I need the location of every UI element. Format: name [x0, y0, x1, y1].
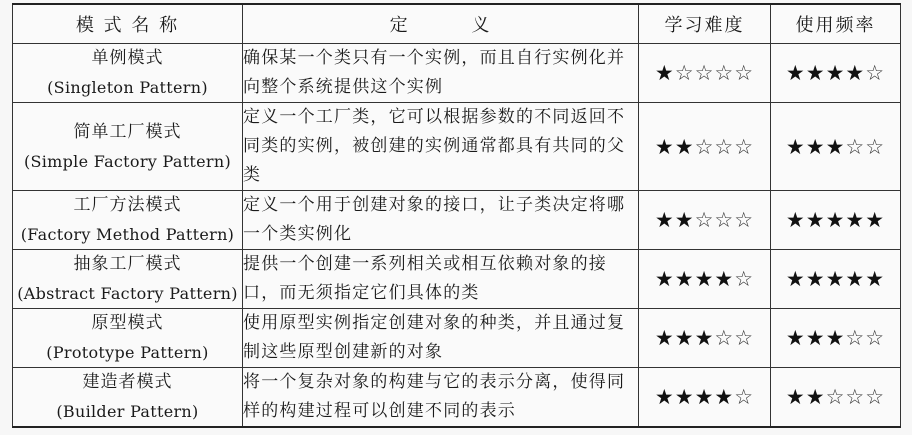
filled-star-icon: ★	[785, 61, 806, 85]
filled-star-icon: ★	[805, 267, 826, 291]
filled-star-icon: ★	[714, 267, 735, 291]
filled-star-icon: ★	[785, 267, 806, 291]
empty-star-icon: ☆	[714, 61, 735, 85]
table-row	[13, 44, 901, 103]
pattern-name-en: (Simple Factory Pattern)	[23, 151, 232, 171]
filled-star-icon: ★	[845, 61, 866, 85]
filled-star-icon: ★	[865, 208, 886, 232]
filled-star-icon: ★	[805, 385, 826, 409]
empty-star-icon: ☆	[845, 326, 866, 350]
empty-star-icon: ☆	[845, 134, 866, 159]
table-row	[13, 368, 901, 428]
difficulty-rating	[639, 309, 771, 368]
header-pattern-name: 模 式 名 称	[13, 4, 243, 44]
table-header-row	[13, 4, 901, 44]
table-row	[13, 103, 901, 191]
header-difficulty: 学习难度	[639, 4, 771, 44]
filled-star-icon: ★	[674, 385, 695, 409]
empty-star-icon: ☆	[734, 267, 755, 291]
empty-star-icon: ☆	[734, 134, 755, 159]
filled-star-icon: ★	[654, 385, 675, 409]
filled-star-icon: ★	[654, 208, 675, 232]
empty-star-icon: ☆	[714, 134, 735, 159]
empty-star-icon: ☆	[865, 385, 886, 409]
filled-star-icon: ★	[674, 326, 695, 350]
pattern-name-cn: 抽象工厂模式	[73, 254, 182, 274]
pattern-definition: 定义一个工厂类，它可以根据参数的不同返回不同类的实例，被创建的实例通常都具有共同的父类	[243, 103, 639, 191]
filled-star-icon: ★	[825, 267, 846, 291]
pattern-definition: 提供一个创建一系列相关或相互依赖对象的接口，而无须指定它们具体的类	[243, 250, 639, 309]
table-row	[13, 309, 901, 368]
pattern-definition: 使用原型实例指定创建对象的种类，并且通过复制这些原型创建新的对象	[243, 309, 639, 368]
difficulty-rating	[639, 44, 771, 103]
empty-star-icon: ☆	[865, 326, 886, 350]
filled-star-icon: ★	[805, 326, 826, 350]
filled-star-icon: ★	[785, 208, 806, 232]
empty-star-icon: ☆	[674, 61, 695, 85]
filled-star-icon: ★	[825, 208, 846, 232]
empty-star-icon: ☆	[714, 208, 735, 232]
empty-star-icon: ☆	[694, 61, 715, 85]
empty-star-icon: ☆	[734, 61, 755, 85]
filled-star-icon: ★	[694, 385, 715, 409]
empty-star-icon: ☆	[714, 326, 735, 350]
filled-star-icon: ★	[654, 267, 675, 291]
empty-star-icon: ☆	[865, 61, 886, 85]
design-patterns-table	[12, 3, 901, 428]
pattern-definition: 将一个复杂对象的构建与它的表示分离，使得同样的构建过程可以创建不同的表示	[243, 368, 639, 428]
filled-star-icon: ★	[825, 326, 846, 350]
filled-star-icon: ★	[805, 208, 826, 232]
pattern-name-en: (Factory Method Pattern)	[20, 225, 235, 244]
table-row	[13, 191, 901, 250]
pattern-name-cell	[13, 368, 243, 428]
header-definition: 定 义	[243, 4, 639, 44]
filled-star-icon: ★	[714, 385, 735, 409]
pattern-name-cn: 建造者模式	[82, 372, 173, 392]
filled-star-icon: ★	[694, 267, 715, 291]
filled-star-icon: ★	[785, 385, 806, 409]
filled-star-icon: ★	[654, 326, 675, 350]
empty-star-icon: ☆	[734, 385, 755, 409]
frequency-rating	[771, 191, 901, 250]
filled-star-icon: ★	[805, 61, 826, 85]
header-frequency: 使用频率	[771, 4, 901, 44]
pattern-name-cell	[13, 191, 243, 250]
pattern-name-en: (Singleton Pattern)	[47, 78, 208, 97]
frequency-rating	[771, 44, 901, 103]
frequency-rating	[771, 309, 901, 368]
pattern-definition: 确保某一个类只有一个实例，而且自行实例化并向整个系统提供这个实例	[243, 44, 639, 103]
empty-star-icon: ☆	[865, 134, 886, 159]
filled-star-icon: ★	[654, 61, 675, 85]
pattern-name-cn: 单例模式	[91, 48, 164, 68]
table-row	[13, 250, 901, 309]
frequency-rating	[771, 368, 901, 428]
pattern-name-en: (Builder Pattern)	[56, 402, 199, 421]
filled-star-icon: ★	[825, 134, 846, 159]
pattern-name-cell	[13, 250, 243, 309]
filled-star-icon: ★	[825, 61, 846, 85]
empty-star-icon: ☆	[825, 385, 846, 409]
difficulty-rating	[639, 103, 771, 191]
filled-star-icon: ★	[674, 208, 695, 232]
filled-star-icon: ★	[865, 267, 886, 291]
frequency-rating	[771, 103, 901, 191]
difficulty-rating	[639, 250, 771, 309]
filled-star-icon: ★	[674, 134, 695, 159]
filled-star-icon: ★	[785, 326, 806, 350]
filled-star-icon: ★	[785, 134, 806, 159]
empty-star-icon: ☆	[845, 385, 866, 409]
empty-star-icon: ☆	[734, 208, 755, 232]
difficulty-rating	[639, 368, 771, 428]
empty-star-icon: ☆	[694, 208, 715, 232]
pattern-name-cn: 简单工厂模式	[73, 121, 182, 142]
filled-star-icon: ★	[845, 267, 866, 291]
empty-star-icon: ☆	[734, 326, 755, 350]
empty-star-icon: ☆	[694, 134, 715, 159]
pattern-name-cn: 工厂方法模式	[73, 195, 182, 215]
filled-star-icon: ★	[694, 326, 715, 350]
pattern-name-cell	[13, 44, 243, 103]
pattern-name-cell	[13, 309, 243, 368]
pattern-name-en: (Prototype Pattern)	[46, 343, 209, 362]
difficulty-rating	[639, 191, 771, 250]
filled-star-icon: ★	[654, 134, 675, 159]
filled-star-icon: ★	[845, 208, 866, 232]
pattern-name-en: (Abstract Factory Pattern)	[17, 284, 238, 303]
filled-star-icon: ★	[805, 134, 826, 159]
frequency-rating	[771, 250, 901, 309]
filled-star-icon: ★	[674, 267, 695, 291]
pattern-name-cn: 原型模式	[91, 313, 164, 333]
pattern-definition: 定义一个用于创建对象的接口，让子类决定将哪一个类实例化	[243, 191, 639, 250]
pattern-name-cell	[13, 103, 243, 191]
